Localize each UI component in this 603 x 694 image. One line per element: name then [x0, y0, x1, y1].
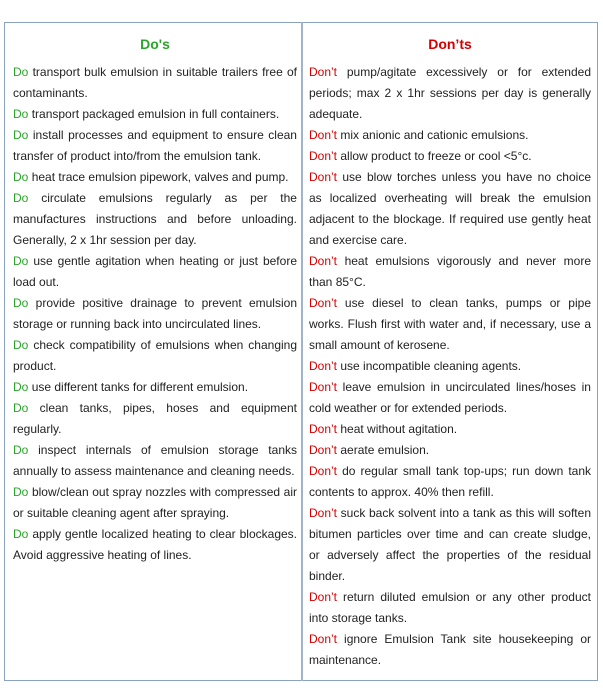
donts-heading: Don’ts: [428, 36, 472, 52]
do-keyword: Do: [13, 128, 29, 142]
do-item: [13, 524, 297, 566]
dont-keyword: Don’t: [309, 65, 338, 79]
dont-item-text: aerate emulsion.: [340, 443, 430, 457]
dont-keyword: Don’t: [309, 506, 338, 520]
dont-item-text: heat emulsions vigorously and never more than 85°C.: [309, 254, 592, 289]
dont-item-text: heat without agitation.: [340, 422, 458, 436]
do-item-text: provide positive drainage to prevent emulsion storage or running back into uncirculated lines.: [13, 296, 297, 331]
dont-item: [309, 251, 591, 293]
dont-keyword: Don’t: [309, 443, 338, 457]
dont-item: [309, 587, 591, 629]
dont-keyword: Don’t: [309, 296, 338, 310]
do-item-text: clean tanks, pipes, hoses and equipment regularly.: [13, 401, 297, 436]
do-item-text: transport bulk emulsion in suitable trailers free of contaminants.: [13, 65, 297, 100]
dont-item-text: mix anionic and cationic emulsions.: [340, 128, 529, 142]
do-keyword: Do: [13, 254, 29, 268]
do-item: [13, 440, 297, 482]
do-keyword: Do: [13, 443, 29, 457]
dont-item-text: allow product to freeze or cool <5°c.: [340, 149, 532, 163]
dos-list: [13, 62, 297, 566]
dont-keyword: Don’t: [309, 422, 338, 436]
dont-item-text: do regular small tank top-ups; run down tank contents to approx. 40% then refill.: [309, 464, 592, 499]
do-item: [13, 167, 297, 188]
do-item-text: use gentle agitation when heating or just before load out.: [13, 254, 297, 289]
donts-column: [309, 22, 591, 671]
do-item: [13, 251, 297, 293]
dont-keyword: Don’t: [309, 170, 338, 184]
dont-keyword: Don’t: [309, 149, 338, 163]
dont-item: [309, 125, 591, 146]
do-keyword: Do: [13, 191, 29, 205]
column-divider: [301, 22, 303, 681]
dont-keyword: Don’t: [309, 590, 338, 604]
do-item: [13, 293, 297, 335]
donts-list: [309, 62, 591, 671]
do-keyword: Do: [13, 401, 29, 415]
dont-keyword: Don’t: [309, 254, 338, 268]
dont-item-text: pump/agitate excessively or for extended periods; max 2 x 1hr sessions per day is generally adequate.: [309, 65, 591, 121]
do-keyword: Do: [13, 65, 29, 79]
do-item: [13, 125, 297, 167]
dont-keyword: Don’t: [309, 632, 338, 646]
dont-item: [309, 167, 591, 251]
do-keyword: Do: [13, 296, 29, 310]
do-item-text: inspect internals of emulsion storage tanks annually to assess maintenance and cleaning needs.: [13, 443, 297, 478]
dont-item-text: use diesel to clean tanks, pumps or pipe works. Flush first with water and, if necessary, use a small amount of kerosene.: [309, 296, 591, 352]
dos-column: [13, 22, 297, 566]
dont-item-text: return diluted emulsion or any other product into storage tanks.: [309, 590, 591, 625]
dont-keyword: Don’t: [309, 359, 338, 373]
dont-keyword: Don’t: [309, 464, 338, 478]
do-keyword: Do: [13, 485, 29, 499]
do-keyword: Do: [13, 170, 29, 184]
dont-item: [309, 629, 591, 671]
dont-item: [309, 293, 591, 356]
do-item-text: heat trace emulsion pipework, valves and pump.: [31, 170, 289, 184]
do-item: [13, 377, 297, 398]
do-keyword: Do: [13, 107, 29, 121]
do-keyword: Do: [13, 527, 29, 541]
dont-item: [309, 62, 591, 125]
do-item: [13, 398, 297, 440]
do-item-text: check compatibility of emulsions when changing product.: [13, 338, 297, 373]
do-item: [13, 104, 297, 125]
dont-item-text: ignore Emulsion Tank site housekeeping or maintenance.: [309, 632, 591, 667]
do-keyword: Do: [13, 338, 29, 352]
dos-heading: Do's: [140, 36, 170, 52]
do-item: [13, 482, 297, 524]
dont-item: [309, 419, 591, 440]
dont-item: [309, 146, 591, 167]
dont-item: [309, 503, 591, 587]
dont-item: [309, 461, 591, 503]
do-item-text: transport packaged emulsion in full containers.: [31, 107, 280, 121]
dont-keyword: Don’t: [309, 380, 338, 394]
dont-item: [309, 440, 591, 461]
do-item-text: install processes and equipment to ensure clean transfer of product into/from the emulsion tank.: [13, 128, 297, 163]
dont-item: [309, 377, 591, 419]
dont-item-text: leave emulsion in uncirculated lines/hoses in cold weather or for extended periods.: [309, 380, 591, 415]
do-item: [13, 335, 297, 377]
do-item-text: use different tanks for different emulsion.: [31, 380, 249, 394]
dont-item-text: use incompatible cleaning agents.: [340, 359, 522, 373]
do-item-text: apply gentle localized heating to clear blockages. Avoid aggressive heating of lines.: [13, 527, 297, 562]
do-keyword: Do: [13, 380, 29, 394]
do-item-text: blow/clean out spray nozzles with compressed air or suitable cleaning agent after spraying.: [13, 485, 297, 520]
do-item: [13, 188, 297, 251]
do-item: [13, 62, 297, 104]
dont-item-text: suck back solvent into a tank as this will soften bitumen particles over time and can create sludge, or adversely affect the properties of the residual binder.: [309, 506, 591, 583]
do-item-text: circulate emulsions regularly as per the manufactures instructions and before unloading. Generally, 2 x 1hr session per day.: [13, 191, 297, 247]
dont-item-text: use blow torches unless you have no choice as localized overheating will break the emulsion adjacent to the blockage. If required use gently heat and exercise care.: [309, 170, 591, 247]
dont-keyword: Don’t: [309, 128, 338, 142]
dont-item: [309, 356, 591, 377]
